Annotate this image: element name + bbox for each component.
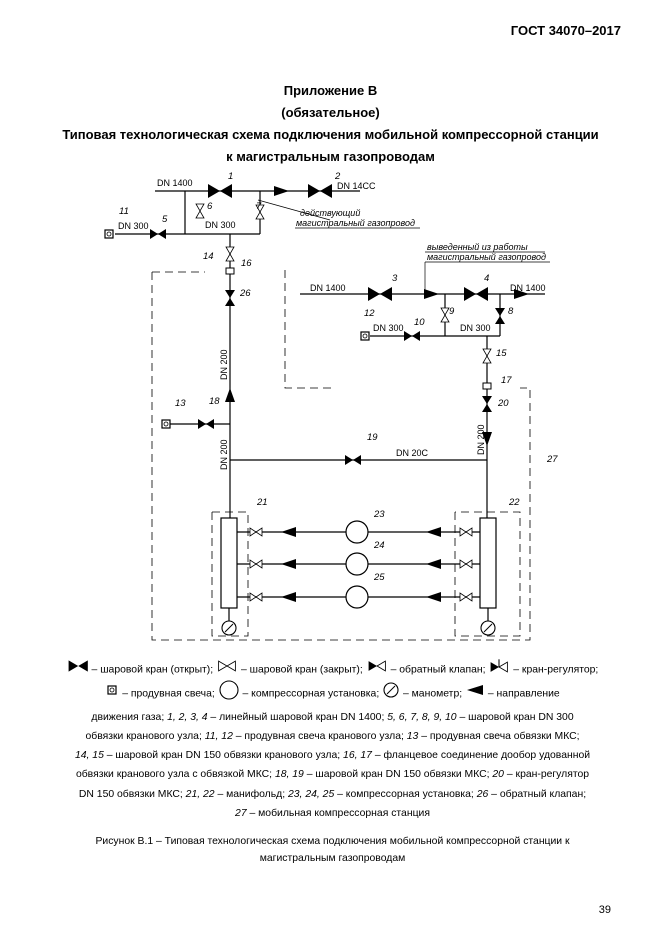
check-valve-26-icon (225, 290, 235, 306)
purge-candle-11-icon (105, 230, 113, 238)
svg-text:DN 1400: DN 1400 (157, 178, 193, 188)
svg-text:6: 6 (207, 201, 213, 212)
purge-candle-13-icon (162, 420, 170, 428)
svg-text:DN 1400: DN 1400 (310, 283, 346, 293)
purge-candle-icon (105, 684, 119, 703)
valve-19-icon (345, 455, 361, 465)
svg-text:DN 200: DN 200 (219, 439, 229, 470)
svg-text:9: 9 (449, 306, 455, 317)
svg-text:DN 1400: DN 1400 (510, 283, 546, 293)
compressor-icon (218, 680, 240, 707)
svg-text:15: 15 (496, 348, 507, 359)
gauge-right-icon (481, 621, 495, 635)
svg-text:21: 21 (257, 497, 268, 508)
svg-text:2: 2 (335, 171, 341, 182)
svg-text:23: 23 (374, 509, 385, 520)
svg-text:действующий: действующий (300, 208, 361, 218)
svg-text:25: 25 (374, 572, 385, 583)
svg-text:10: 10 (414, 317, 425, 328)
flange-16-icon (226, 268, 234, 274)
gauge-icon (382, 681, 400, 706)
purge-candle-12-icon (361, 332, 369, 340)
compressor-23-icon (346, 521, 368, 543)
svg-text:DN 300: DN 300 (118, 221, 149, 231)
compressor-25-icon (346, 586, 368, 608)
page-number: 39 (598, 904, 611, 916)
svg-text:18: 18 (209, 396, 220, 407)
appendix-heading-line1: Типовая технологическая схема подключения мобильной компрессорной станции (62, 127, 599, 142)
control-valve-icon (488, 659, 510, 680)
svg-text:DN 200: DN 200 (476, 424, 486, 455)
valve-15-icon (483, 349, 491, 363)
svg-text:DN 20C: DN 20C (396, 448, 429, 458)
gauge-left-icon (222, 621, 236, 635)
appendix-status: (обязательное) (281, 105, 380, 120)
valve-1-icon (208, 184, 232, 198)
standard-number: ГОСТ 34070–2017 (510, 23, 621, 38)
svg-text:14: 14 (203, 251, 214, 262)
valve-5-icon (150, 229, 166, 239)
valve-10-icon (404, 331, 420, 341)
svg-text:8: 8 (508, 306, 514, 317)
svg-text:13: 13 (175, 398, 186, 409)
check-valve-icon (366, 660, 388, 679)
open-valve-icon (67, 660, 89, 679)
svg-text:7: 7 (256, 201, 262, 212)
svg-text:11: 11 (119, 206, 129, 217)
svg-text:магистральный газопровод: магистральный газопровод (427, 252, 546, 262)
svg-text:24: 24 (374, 540, 385, 551)
svg-text:DN 300: DN 300 (460, 323, 491, 333)
valve-14-icon (226, 247, 234, 261)
svg-text:DN 300: DN 300 (205, 220, 236, 230)
valve-18-icon (198, 419, 214, 429)
appendix-title: Приложение В (283, 83, 378, 98)
valve-9-icon (441, 308, 449, 322)
flange-17-icon (483, 383, 491, 389)
svg-text:19: 19 (367, 432, 378, 443)
svg-text:DN 200: DN 200 (219, 349, 229, 380)
figure-caption: Рисунок В.1 – Типовая технологическая схема подключения мобильной компрессорной станции к магистральным газопроводам (95, 836, 570, 864)
legend: – шаровой кран (открыт); – шаровой кран (закрыт); – обратный клапан; – кран-регулятор; – продувная свеча; – компрессорная установка; – манометр; – направление движения газа; 1, 2, 3, 4 – линейный шаровой кран DN 1400; 5, 6, 7, 8, 9, 10 – шаровой кран DN 300 обвязки кранового узла; 11, 12 – продувная свеча кранового узла; 13 – продувная свеча обвязки МКС; 14, 15 – шаровой кран DN 150 обвязки кранового узла; 16, 17 – фланцевое соединение дообор удованной обвязки кранового узла с обвязкой МКС; 18, 19 – шаровой кран DN 150 обвязки МКС; 20 – кран-регулятор DN 150 обвязки МКС; 21, 22 – манифольд; 23, 24, 25 – компрессорная установка; 26 – обратный клапан; 27 – мобильная компрессорная станция (40, 659, 625, 823)
svg-text:20: 20 (498, 398, 509, 409)
svg-text:22: 22 (509, 497, 520, 508)
svg-text:5: 5 (162, 214, 168, 225)
valve-6-icon (196, 204, 204, 218)
closed-valve-icon (216, 660, 238, 679)
valve-20-icon (482, 396, 492, 412)
svg-text:27: 27 (547, 454, 558, 465)
svg-text:4: 4 (484, 273, 490, 284)
valve-3-icon (368, 287, 392, 301)
svg-text:выведенный из работы: выведенный из работы (427, 242, 528, 252)
svg-text:магистральный газопровод: магистральный газопровод (296, 218, 415, 228)
compressor-24-icon (346, 553, 368, 575)
appendix-heading-line2: к магистральным газопроводам (226, 149, 435, 164)
flow-direction-icon (465, 684, 485, 703)
svg-text:26: 26 (240, 288, 251, 299)
valve-8-icon (495, 308, 505, 324)
svg-text:DN 300: DN 300 (373, 323, 404, 333)
valve-4-icon (464, 287, 488, 301)
svg-text:16: 16 (241, 258, 252, 269)
svg-text:12: 12 (364, 308, 375, 319)
svg-text:1: 1 (228, 171, 234, 182)
valve-2-icon (308, 184, 332, 198)
svg-text:DN 14CC: DN 14CC (337, 181, 376, 191)
svg-text:3: 3 (392, 273, 398, 284)
svg-text:17: 17 (501, 375, 512, 386)
